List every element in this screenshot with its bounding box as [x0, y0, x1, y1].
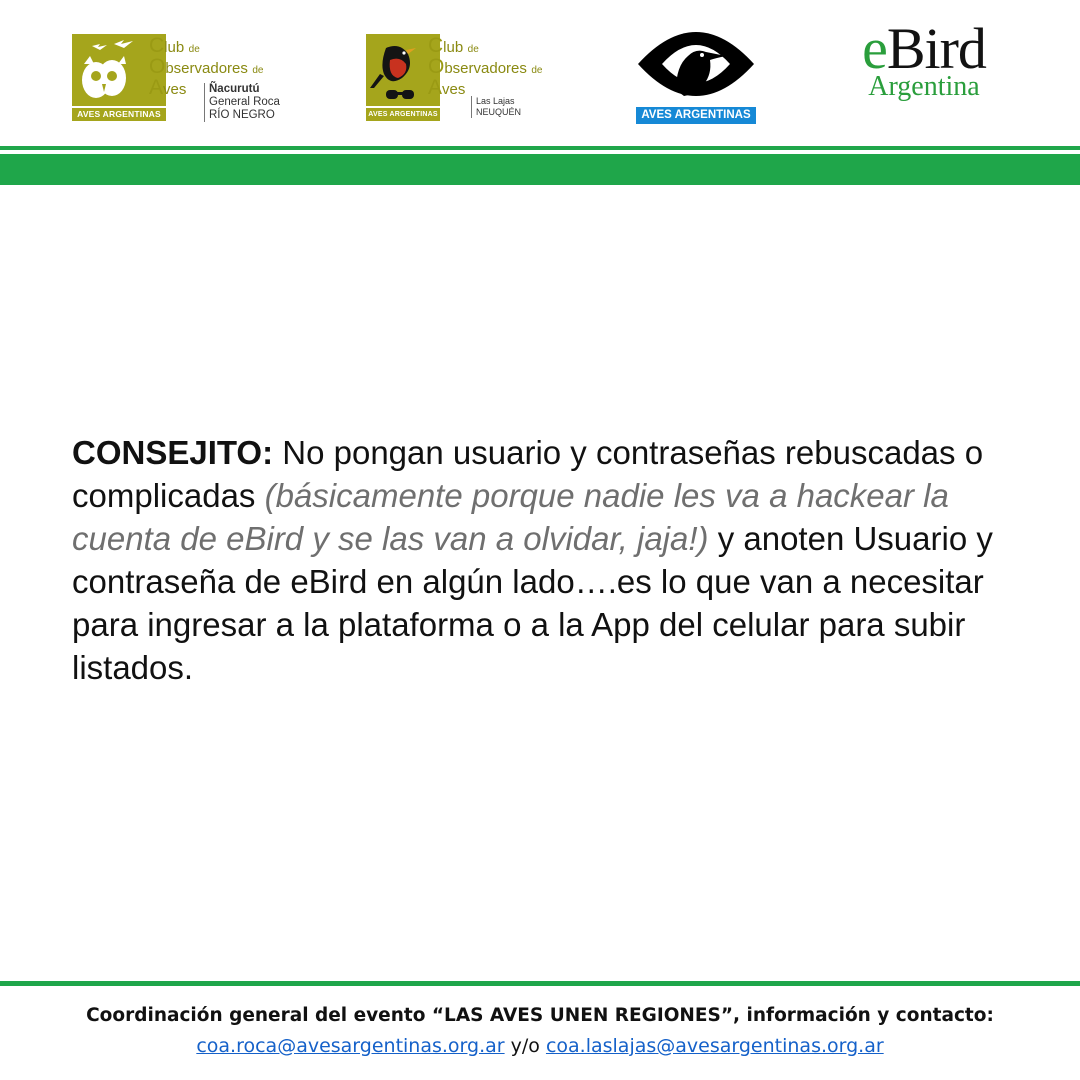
coa-roca-logo — [72, 34, 302, 124]
header — [0, 0, 1080, 145]
coa-lajas-place: Las Lajas NEUQUÉN — [471, 96, 521, 118]
ebird-wordmark: eBird — [862, 16, 986, 81]
tip-text-1: No pongan usuario y contraseñas rebuscadas o complicadas — [72, 434, 984, 514]
green-divider-thick — [0, 154, 1080, 185]
green-divider-bottom — [0, 981, 1080, 986]
footer-contacts — [0, 1031, 1080, 1061]
green-divider-thin — [0, 146, 1080, 150]
coa-roca-wordmark: Club de Observadores de Aves — [149, 34, 264, 99]
ebird-subtitle: Argentina — [868, 71, 980, 102]
tip-paragraph — [72, 431, 1012, 689]
tip-text-2: y anoten Usuario y contraseña de eBird en algún lado….es lo que van a necesitar para ingresar a la plataforma o a la App del celular para subir listados. — [72, 520, 993, 686]
tip-lead: CONSEJITO: — [72, 434, 274, 471]
aves-argentinas-logo — [636, 22, 756, 126]
coa-roca-place: Ñacurutú General Roca RÍO NEGRO — [204, 83, 280, 122]
footer-coordination-text: Coordinación general del evento “LAS AVES UNEN REGIONES”, información y contacto: — [86, 1005, 994, 1026]
footer — [0, 1001, 1080, 1061]
coa-lajas-tagline: AVES ARGENTINAS — [366, 108, 440, 121]
email-link-laslajas[interactable]: coa.laslajas@avesargentinas.org.ar — [545, 1035, 884, 1057]
bird-eye-icon — [636, 22, 756, 106]
coa-lajas-wordmark: Club de Observadores de Aves — [428, 34, 543, 99]
email-separator: y/o — [504, 1035, 546, 1057]
tip-aside: (básicamente porque nadie les va a hackear la cuenta de eBird y se las van a olvidar, jaja!) — [72, 477, 949, 557]
email-link-roca[interactable]: coa.roca@avesargentinas.org.ar — [196, 1035, 505, 1057]
ebird-argentina-logo — [848, 18, 1000, 114]
aves-argentinas-tagline: AVES ARGENTINAS — [636, 107, 756, 124]
coa-lajas-logo — [366, 34, 556, 124]
coa-roca-tagline: AVES ARGENTINAS — [72, 108, 166, 121]
